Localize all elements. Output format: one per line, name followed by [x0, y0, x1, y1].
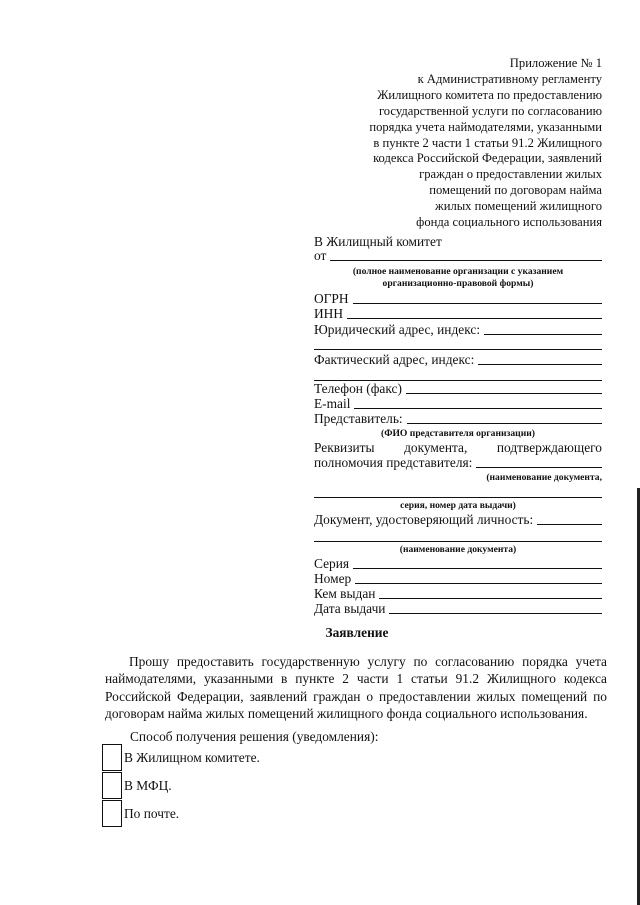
inn-row: [314, 307, 602, 322]
addressee: В Жилищный комитет: [314, 234, 442, 249]
appendix-line: фонда социального использования: [416, 215, 602, 230]
ogrn-row: [314, 292, 602, 307]
issued-by-row: [314, 587, 602, 602]
appendix-line: Приложение № 1: [509, 56, 602, 70]
legal-address-label: Юридический адрес, индекс:: [314, 322, 481, 337]
delivery-option-committee: [102, 744, 260, 772]
issue-date-label: Дата выдачи: [314, 601, 386, 616]
org-caption-1: (полное наименование организации с указанием: [352, 266, 564, 277]
identity-doc-line-2[interactable]: [314, 540, 602, 542]
appendix-line: граждан о предоставлении жилых: [419, 167, 602, 182]
applicant-requisites: [314, 234, 602, 617]
email-row: [314, 397, 602, 412]
identity-doc-caption: (наименование документа): [399, 544, 517, 555]
legal-address-field[interactable]: [484, 322, 602, 335]
issue-date-row: [314, 602, 602, 617]
representative-field[interactable]: [407, 411, 602, 424]
ogrn-label: ОГРН: [314, 291, 349, 306]
auth-doc-word: подтверждающего: [496, 440, 602, 455]
actual-address-label: Фактический адрес, индекс:: [314, 352, 475, 367]
actual-address-row: [314, 352, 602, 368]
auth-doc-line-2[interactable]: [314, 496, 602, 498]
ogrn-field[interactable]: [353, 291, 602, 304]
auth-doc-row: [314, 456, 602, 471]
inn-label: ИНН: [314, 306, 344, 321]
issue-date-field[interactable]: [389, 601, 602, 614]
delivery-method-label: Способ получения решения (уведомления):: [130, 729, 379, 744]
representative-label: Представитель:: [314, 411, 403, 426]
series-row: [314, 557, 602, 572]
inn-field[interactable]: [347, 306, 602, 319]
statement-text: Прошу предоставить государственную услугу по согласованию порядка учета наймодателями, указанными в пункте 2 части 1 статьи 91.2 Жилищного кодекса Российской Федерации, заявлений граждан о предоставлении жилых помещений по договорам найма жилых помещений жилищного фонда социального использования.: [105, 654, 607, 721]
auth-doc-word: Реквизиты: [314, 440, 375, 455]
phone-field[interactable]: [406, 381, 602, 394]
delivery-option-mfc: [102, 772, 260, 800]
option-checkbox[interactable]: [102, 772, 122, 799]
organization-name-field[interactable]: [330, 248, 602, 261]
legal-address-line-2[interactable]: [314, 348, 602, 350]
option-label: По почте.: [124, 806, 180, 821]
issued-by-label: Кем выдан: [314, 586, 376, 601]
option-label: В Жилищном комитете.: [124, 750, 260, 765]
auth-doc-line-1: [314, 440, 602, 456]
option-checkbox[interactable]: [102, 744, 122, 771]
statement-body: [105, 653, 607, 722]
identity-doc-field[interactable]: [537, 512, 602, 525]
auth-doc-word: документа,: [404, 440, 468, 455]
email-field[interactable]: [354, 396, 602, 409]
delivery-options: [102, 744, 260, 828]
appendix-line: помещений по договорам найма: [429, 183, 602, 198]
appendix-line: кодекса Российской Федерации, заявлений: [373, 151, 602, 166]
auth-doc-field[interactable]: [476, 455, 602, 468]
actual-address-field[interactable]: [478, 352, 602, 365]
delivery-option-post: [102, 800, 260, 828]
appendix-line: к Административному регламенту: [417, 71, 602, 86]
appendix-line: жилых помещений жилищного: [435, 199, 602, 214]
option-checkbox[interactable]: [102, 800, 122, 827]
number-row: [314, 572, 602, 587]
appendix-line: в пункте 2 части 1 статьи 91.2 Жилищного: [373, 135, 602, 150]
representative-caption: (ФИО представителя организации): [381, 428, 535, 439]
number-field[interactable]: [355, 571, 602, 584]
appendix-line: государственной услуги по согласованию: [378, 103, 602, 118]
option-label: В МФЦ.: [124, 778, 172, 793]
identity-doc-label: Документ, удостоверяющий личность:: [314, 512, 534, 527]
statement-title: Заявление: [325, 625, 389, 640]
from-row: [314, 249, 602, 264]
auth-doc-caption-1: (наименование документа,: [486, 472, 602, 483]
phone-row: [314, 381, 602, 397]
series-field[interactable]: [353, 556, 602, 569]
number-label: Номер: [314, 571, 352, 586]
phone-label: Телефон (факс): [314, 381, 402, 396]
series-label: Серия: [314, 556, 350, 571]
appendix-line: порядка учета наймодателями, указанными: [369, 119, 602, 134]
auth-doc-label: полномочия представителя:: [314, 455, 473, 470]
appendix-line: Жилищного комитета по предоставлению: [377, 87, 602, 102]
auth-doc-caption-2: серия, номер дата выдачи): [400, 500, 516, 511]
identity-doc-row: [314, 512, 602, 528]
from-label: от: [314, 248, 327, 263]
email-label: E-mail: [314, 396, 351, 411]
issued-by-field[interactable]: [379, 586, 602, 599]
legal-address-row: [314, 322, 602, 338]
org-caption-2: организационно-правовой формы): [382, 278, 534, 289]
representative-row: [314, 412, 602, 427]
appendix-header: [340, 56, 602, 231]
